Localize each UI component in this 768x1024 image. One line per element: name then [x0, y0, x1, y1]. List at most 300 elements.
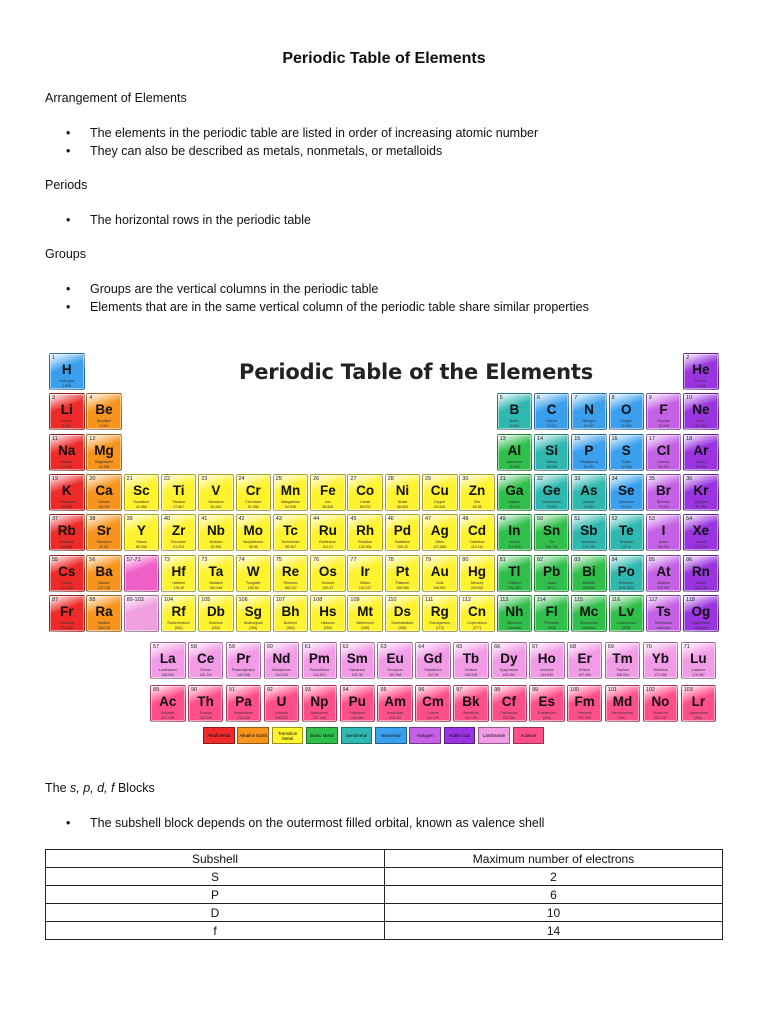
element-symbol: Lv — [618, 603, 635, 619]
element-symbol: Au — [430, 563, 449, 579]
element-symbol: Ge — [542, 482, 561, 498]
atomic-mass: 15.999 — [620, 424, 632, 429]
list-item — [66, 816, 544, 830]
legend-item-semimetal: Semimetal — [341, 727, 373, 744]
atomic-number: 97 — [456, 687, 463, 694]
atomic-number: 90 — [190, 687, 198, 694]
atomic-number: 81 — [499, 556, 506, 563]
element-bk — [453, 685, 489, 722]
atomic-mass: 51.996 — [247, 504, 259, 509]
table-cell-electrons: 6 — [385, 886, 723, 904]
atomic-mass: 178.49 — [173, 585, 184, 590]
atomic-number: 16 — [611, 435, 618, 442]
element-name: Mercury — [470, 580, 484, 585]
element-symbol: Ag — [430, 523, 449, 539]
atomic-number: 82 — [536, 556, 544, 563]
element-name: Osmium — [321, 580, 335, 585]
element-symbol: Sm — [346, 651, 368, 667]
element-name: Oganesson — [691, 620, 710, 625]
element-symbol: Ne — [692, 402, 710, 418]
atomic-number: 28 — [387, 475, 394, 482]
element-symbol: Bi — [582, 563, 596, 579]
element-name: Zinc — [473, 499, 481, 504]
atomic-mass: 95.95 — [248, 545, 258, 550]
element-symbol: U — [276, 694, 287, 710]
element-placeholder — [124, 555, 160, 592]
list-item — [66, 300, 589, 314]
element-pb — [534, 555, 570, 592]
atomic-mass: 88.906 — [135, 545, 147, 550]
list-item — [66, 144, 442, 158]
atomic-number: 21 — [126, 475, 133, 482]
element-xe — [683, 514, 719, 551]
element-ra — [86, 595, 122, 632]
atomic-number: 115 — [574, 596, 583, 603]
element-name: Darmstadtium — [391, 620, 414, 625]
element-symbol: Zr — [171, 523, 186, 539]
element-name: Praseodymium — [231, 668, 256, 673]
list-item-text: The horizontal rows in the periodic table — [90, 213, 311, 227]
element-name: Krypton — [694, 499, 707, 504]
atomic-mass: 132.905 — [60, 585, 74, 590]
element-symbol: Xe — [692, 523, 710, 539]
element-symbol: Bk — [462, 694, 480, 710]
atomic-mass: 173.055 — [654, 673, 667, 678]
element-symbol: Db — [206, 603, 225, 619]
element-s — [609, 434, 645, 471]
element-name: Silicon — [546, 459, 557, 464]
element-name: Roentgenium — [429, 620, 451, 625]
atomic-mass: 24.305 — [98, 464, 110, 469]
list-item-text: Elements that are in the same vertical column of the periodic table share similar properties — [90, 300, 589, 314]
element-name: Gold — [436, 580, 444, 585]
element-symbol: Ru — [318, 523, 337, 539]
element-name: Iridium — [359, 580, 371, 585]
atomic-number: 100 — [569, 687, 580, 694]
atomic-mass: 127.6 — [621, 545, 631, 550]
element-symbol: La — [159, 651, 176, 667]
atomic-number: 118 — [686, 596, 695, 603]
element-n — [571, 393, 607, 430]
atomic-number: 76 — [313, 556, 320, 563]
atomic-mass: 63.546 — [434, 504, 446, 509]
table-cell-subshell: P — [46, 886, 385, 904]
table-cell-subshell: f — [46, 922, 385, 940]
element-ag — [422, 514, 458, 551]
atomic-mass: 65.38 — [472, 504, 482, 509]
element-no — [643, 685, 679, 722]
atomic-number: 89-103 — [126, 596, 144, 603]
list-item-text: The subshell block depends on the outermost filled orbital, known as valence shell — [90, 816, 545, 830]
element-name: Chromium — [245, 499, 262, 504]
atomic-mass: 158.925 — [464, 673, 478, 678]
atomic-mass: 231.036 — [237, 716, 250, 721]
section-heading-periods: Periods — [45, 178, 88, 192]
atomic-mass: 204.383 — [508, 585, 521, 590]
element-name: Antimony — [581, 540, 597, 545]
atomic-mass: 28.086 — [546, 464, 557, 469]
atomic-number: 108 — [313, 596, 323, 603]
element-bh — [273, 595, 309, 632]
element-nb — [198, 514, 234, 551]
blocks-heading-letters: s, p, d, f — [70, 781, 115, 795]
element-symbol: He — [692, 362, 710, 377]
element-symbol: Fe — [319, 482, 336, 498]
element-hg — [459, 555, 495, 592]
element-name: Chlorine — [657, 459, 671, 464]
element-symbol: Nd — [272, 651, 291, 667]
element-co — [347, 474, 383, 511]
atomic-number: 14 — [536, 435, 544, 442]
atomic-number: 74 — [238, 556, 245, 563]
element-symbol: Mo — [243, 523, 263, 539]
atomic-mass: 190.23 — [322, 585, 334, 590]
element-symbol: Mn — [280, 482, 301, 498]
atomic-mass: 72.631 — [546, 504, 557, 509]
atomic-mass: 162.500 — [502, 673, 516, 678]
atomic-number: 94 — [342, 687, 349, 694]
element-name: Yttrium — [135, 540, 147, 545]
atomic-mass: 226.025 — [97, 625, 111, 630]
element-cu — [422, 474, 458, 511]
element-name: Polonium — [618, 580, 634, 585]
element-symbol: Zn — [468, 482, 486, 498]
atomic-number: 29 — [425, 475, 432, 482]
atomic-mass: 1.008 — [62, 384, 72, 388]
atomic-number: 8 — [611, 395, 615, 402]
element-name: Aluminum — [506, 459, 523, 464]
atomic-mass: [272] — [435, 625, 444, 630]
atomic-number: 38 — [89, 516, 96, 523]
element-name: Oxygen — [620, 419, 633, 424]
atomic-number: 36 — [686, 475, 693, 482]
atomic-mass: [262] — [212, 625, 220, 630]
element-name: Ruthenium — [319, 540, 337, 545]
element-f — [646, 393, 682, 430]
element-symbol: Ts — [656, 603, 671, 619]
atomic-mass: 223.020 — [60, 625, 74, 630]
element-nd — [264, 642, 300, 679]
element-name: Vanadium — [208, 499, 224, 504]
element-li — [49, 393, 85, 430]
atomic-number: 3 — [52, 395, 56, 402]
element-symbol: K — [61, 482, 72, 498]
atomic-number: 78 — [387, 556, 394, 563]
element-name: Barium — [98, 580, 110, 585]
atomic-number: 50 — [536, 516, 544, 523]
legend-item-nonmetal: Nonmetal — [375, 727, 407, 744]
element-symbol: Mc — [579, 603, 599, 619]
element-name: Neon — [696, 419, 706, 424]
element-name: Actinium — [161, 711, 175, 716]
element-te — [609, 514, 645, 551]
atomic-mass: [289] — [547, 625, 556, 630]
atomic-mass: 114.818 — [508, 545, 521, 550]
atomic-number: 18 — [686, 435, 693, 442]
atomic-mass: 54.938 — [285, 504, 296, 509]
element-name: Arsenic — [583, 499, 595, 504]
element-name: Beryllium — [96, 419, 112, 424]
atomic-mass: 192.217 — [358, 585, 372, 590]
element-name: Francium — [59, 620, 75, 625]
element-ti — [161, 474, 197, 511]
element-name: Tantalum — [208, 580, 224, 585]
element-lr — [681, 685, 717, 722]
element-name: Thallium — [507, 580, 521, 585]
atomic-mass: 222.018 — [694, 585, 708, 590]
atomic-mass: [254] — [542, 716, 551, 721]
element-rh — [347, 514, 383, 551]
element-symbol: Lr — [691, 694, 706, 710]
atomic-mass: 35.453 — [658, 464, 669, 469]
element-name: Dubnium — [208, 620, 223, 625]
atomic-number: 17 — [648, 435, 655, 442]
atomic-number: 59 — [228, 644, 235, 651]
element-name: Helium — [695, 379, 707, 383]
element-symbol: Ho — [537, 651, 556, 667]
atomic-number: 112 — [462, 596, 472, 603]
element-symbol: Rh — [356, 523, 375, 539]
element-name: Titanium — [171, 499, 186, 504]
element-symbol: Nh — [505, 603, 524, 619]
atomic-mass: 238.029 — [275, 716, 288, 721]
atomic-number: 24 — [238, 475, 245, 482]
element-symbol: Bh — [281, 603, 300, 619]
element-br — [646, 474, 682, 511]
atomic-number: 41 — [201, 516, 208, 523]
element-md — [605, 685, 641, 722]
element-mc — [571, 595, 607, 632]
atomic-number: 13 — [499, 435, 506, 442]
element-symbol: Cm — [422, 694, 444, 710]
element-ac — [150, 685, 186, 722]
table-row — [46, 868, 723, 886]
element-name: Rubidium — [59, 540, 75, 545]
element-symbol: Ac — [159, 694, 177, 710]
element-mt — [347, 595, 383, 632]
element-symbol: Cr — [245, 482, 261, 498]
element-symbol: W — [246, 563, 260, 579]
atomic-mass: 44.956 — [135, 504, 147, 509]
element-symbol: In — [508, 523, 521, 539]
element-symbol: N — [584, 402, 594, 418]
atomic-mass: 200.592 — [470, 585, 484, 590]
element-hf — [161, 555, 197, 592]
element-symbol: Cl — [656, 442, 671, 458]
element-u — [264, 685, 300, 722]
element-name: Bismuth — [582, 580, 596, 585]
atomic-mass: 150.36 — [351, 673, 363, 678]
element-fl — [534, 595, 570, 632]
atomic-number: 77 — [350, 556, 357, 563]
element-symbol: Pr — [236, 651, 251, 667]
atomic-mass: 140.116 — [199, 673, 212, 678]
element-b — [497, 393, 533, 430]
element-ni — [385, 474, 421, 511]
element-symbol: H — [61, 362, 72, 377]
atomic-number: 63 — [380, 644, 387, 651]
element-symbol: Cn — [468, 603, 487, 619]
element-symbol: Sn — [543, 523, 561, 539]
element-name: Dysprosium — [499, 668, 519, 673]
element-name: Americium — [386, 711, 404, 716]
atomic-mass: 157.25 — [427, 673, 439, 678]
atomic-mass: 112.411 — [470, 545, 484, 550]
element-c — [534, 393, 570, 430]
atomic-mass: [261] — [174, 625, 183, 630]
element-name: Californium — [499, 711, 518, 716]
element-name: Tungsten — [246, 580, 261, 585]
atomic-number: 51 — [574, 516, 581, 523]
atomic-number: 49 — [499, 516, 506, 523]
element-name: Indium — [509, 540, 520, 545]
atomic-mass: 208.980 — [582, 585, 596, 590]
atomic-mass: 126.904 — [657, 545, 670, 550]
element-ga — [497, 474, 533, 511]
element-symbol: Ar — [693, 442, 709, 458]
element-symbol: Al — [507, 442, 522, 458]
element-name: Hydrogen — [59, 379, 75, 383]
element-rn — [683, 555, 719, 592]
atomic-mass: 186.207 — [284, 585, 297, 590]
element-cm — [415, 685, 451, 722]
atomic-mass: 79.904 — [658, 504, 669, 509]
atomic-number: 42 — [238, 516, 245, 523]
atomic-mass: 9.012 — [99, 424, 109, 429]
element-name: Strontium — [96, 540, 112, 545]
bullet-icon: • — [66, 126, 71, 140]
atomic-mass: 47.867 — [173, 504, 184, 509]
atomic-number: 40 — [163, 516, 171, 523]
element-as — [571, 474, 607, 511]
atomic-number: 9 — [648, 395, 652, 402]
atomic-number: 57 — [153, 644, 160, 651]
element-name: Cesium — [60, 580, 73, 585]
atomic-number: 25 — [275, 475, 282, 482]
atomic-number: 1 — [52, 355, 56, 361]
element-name: Hassium — [321, 620, 335, 625]
atomic-number: 61 — [304, 644, 311, 651]
atomic-mass: 164.930 — [540, 673, 554, 678]
element-symbol: Dy — [500, 651, 518, 667]
atomic-number: 20 — [89, 475, 96, 482]
atomic-mass: 180.948 — [209, 585, 223, 590]
element-cn — [459, 595, 495, 632]
atomic-mass: 232.038 — [199, 716, 212, 721]
element-bi — [571, 555, 607, 592]
element-symbol: Eu — [386, 651, 404, 667]
element-name: Flerovium — [543, 620, 560, 625]
element-dy — [491, 642, 527, 679]
element-h — [49, 353, 85, 390]
element-ru — [310, 514, 346, 551]
element-symbol: Fm — [574, 694, 595, 710]
atomic-number: 83 — [574, 556, 581, 563]
element-name: Rutherfordium — [167, 620, 190, 625]
atomic-mass: [208.982] — [618, 585, 634, 590]
atomic-number: 104 — [163, 596, 174, 603]
atomic-mass: 6.941 — [62, 424, 72, 429]
document-title: Periodic Table of Elements — [282, 50, 486, 67]
element-name: Fluorine — [657, 419, 670, 424]
atomic-number: 117 — [648, 596, 658, 603]
atomic-mass: 20.180 — [695, 424, 707, 429]
element-name: Protactinium — [233, 711, 254, 716]
atomic-mass: 10.811 — [509, 424, 520, 429]
element-es — [529, 685, 565, 722]
element-name: Zirconium — [170, 540, 187, 545]
table-cell-electrons: 10 — [385, 904, 723, 922]
column-header-subshell: Subshell — [46, 850, 385, 868]
atomic-mass: 168.934 — [616, 673, 629, 678]
atomic-mass: 92.906 — [210, 545, 222, 550]
element-name: Moscovium — [580, 620, 598, 625]
element-name: Phosphorus — [579, 459, 599, 464]
atomic-mass: 102.906 — [358, 545, 372, 550]
atomic-mass: 78.971 — [620, 504, 632, 509]
element-name: Scandium — [133, 499, 150, 504]
atomic-mass: 207.2 — [547, 585, 557, 590]
atomic-number: 15 — [574, 435, 581, 442]
atomic-number: 116 — [611, 596, 621, 603]
atomic-mass: 167.259 — [578, 673, 591, 678]
element-name: Europium — [387, 668, 403, 673]
element-name: Seaborgium — [243, 620, 263, 625]
atomic-number: 43 — [275, 516, 282, 523]
atomic-mass: 69.723 — [508, 504, 520, 509]
atomic-number: 96 — [418, 687, 425, 694]
atomic-mass: 50.942 — [210, 504, 222, 509]
element-zr — [161, 514, 197, 551]
element-symbol: Cd — [468, 523, 487, 539]
element-name: Astatine — [657, 580, 670, 585]
element-name: Nihonium — [506, 620, 522, 625]
list-item-text: The elements in the periodic table are listed in order of increasing atomic number — [90, 126, 539, 140]
atomic-number: 10 — [686, 395, 693, 402]
element-pr — [226, 642, 262, 679]
atomic-mass: 91.224 — [173, 545, 184, 550]
atomic-mass: 195.085 — [396, 585, 409, 590]
atomic-mass: 106.42 — [397, 545, 408, 550]
element-name: Uranium — [274, 711, 289, 716]
element-v — [198, 474, 234, 511]
element-np — [302, 685, 338, 722]
atomic-mass: 227.028 — [161, 716, 175, 721]
element-tb — [453, 642, 489, 679]
element-name: Cobalt — [360, 499, 371, 504]
atomic-number: 101 — [607, 687, 617, 694]
atomic-mass: 107.868 — [433, 545, 447, 550]
element-se — [609, 474, 645, 511]
element-kr — [683, 474, 719, 511]
element-ca — [86, 474, 122, 511]
atomic-number: 107 — [275, 596, 285, 603]
element-pt — [385, 555, 421, 592]
atomic-mass: 18.998 — [658, 424, 669, 429]
element-symbol: Tm — [612, 651, 633, 667]
atomic-mass: 247.070 — [464, 716, 478, 721]
element-sc — [124, 474, 160, 511]
element-sm — [340, 642, 376, 679]
element-name: Rhodium — [358, 540, 373, 545]
element-cf — [491, 685, 527, 722]
atomic-number: 70 — [645, 644, 652, 651]
element-symbol: Be — [95, 402, 113, 418]
element-symbol: Pb — [543, 563, 561, 579]
legend-item-lanthanide: Lanthanide — [478, 727, 510, 744]
element-name: Bohrium — [284, 620, 298, 625]
atomic-number: 47 — [425, 516, 432, 523]
